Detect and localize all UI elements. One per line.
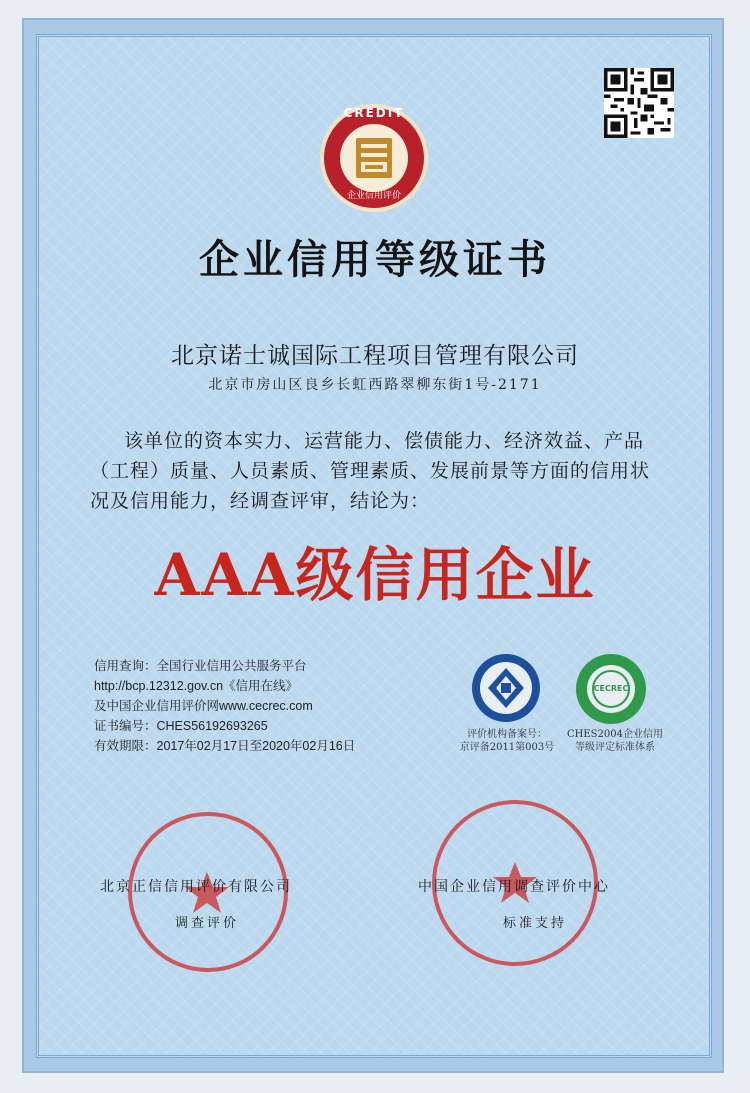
badge-left-caption-1: 评价机构备案号： (467, 729, 547, 740)
cecrec-label: CECREC (593, 684, 629, 693)
certificate-title: 企业信用等级证书 (199, 237, 551, 283)
logo-top-text: CREDIT (343, 106, 405, 120)
company-name: 北京诺士诚国际工程项目管理有限公司 (171, 343, 579, 369)
badge-left-caption-2: 京评备2011第003号 (459, 742, 555, 753)
issuer-left-name: 北京正信信用评价有限公司 (100, 879, 292, 895)
logo-bottom-text: 企业信用评价 (346, 191, 401, 201)
certificate-number: 证书编号：CHES56192693265 (94, 719, 268, 733)
info-line-website: 及中国企业信用评价网www.cecrec.com (94, 699, 313, 713)
badge-right-caption-1: CHES2004企业信用 (567, 729, 663, 740)
info-line-url: http://bcp.12312.gov.cn《信用在线》 (94, 679, 299, 693)
credit-rating: AAA级信用企业 (154, 541, 596, 609)
validity-period: 有效期限：2017年02月17日至2020年02月16日 (94, 739, 356, 753)
body-line-1: 该单位的资本实力、运营能力、偿债能力、经济效益、产品 (124, 430, 645, 452)
qr-code-icon (604, 68, 674, 138)
company-address: 北京市房山区良乡长虹西路翠柳东街1号-2171 (208, 377, 542, 393)
body-line-3: 况及信用能力，经调查评审，结论为： (90, 490, 431, 512)
info-line-query: 信用查询：全国行业信用公共服务平台 (94, 659, 307, 673)
issuer-left-role: 调查评价 (175, 916, 240, 931)
issuer-right-name: 中国企业信用调查评价中心 (418, 879, 610, 895)
issuer-right-role: 标准支持 (503, 916, 568, 931)
body-line-2: （工程）质量、人员素质、管理素质、发展前景等方面的信用状 (90, 460, 651, 482)
badge-right-caption-2: 等级评定标准体系 (575, 742, 655, 753)
accreditation-badge-icon (470, 652, 542, 724)
